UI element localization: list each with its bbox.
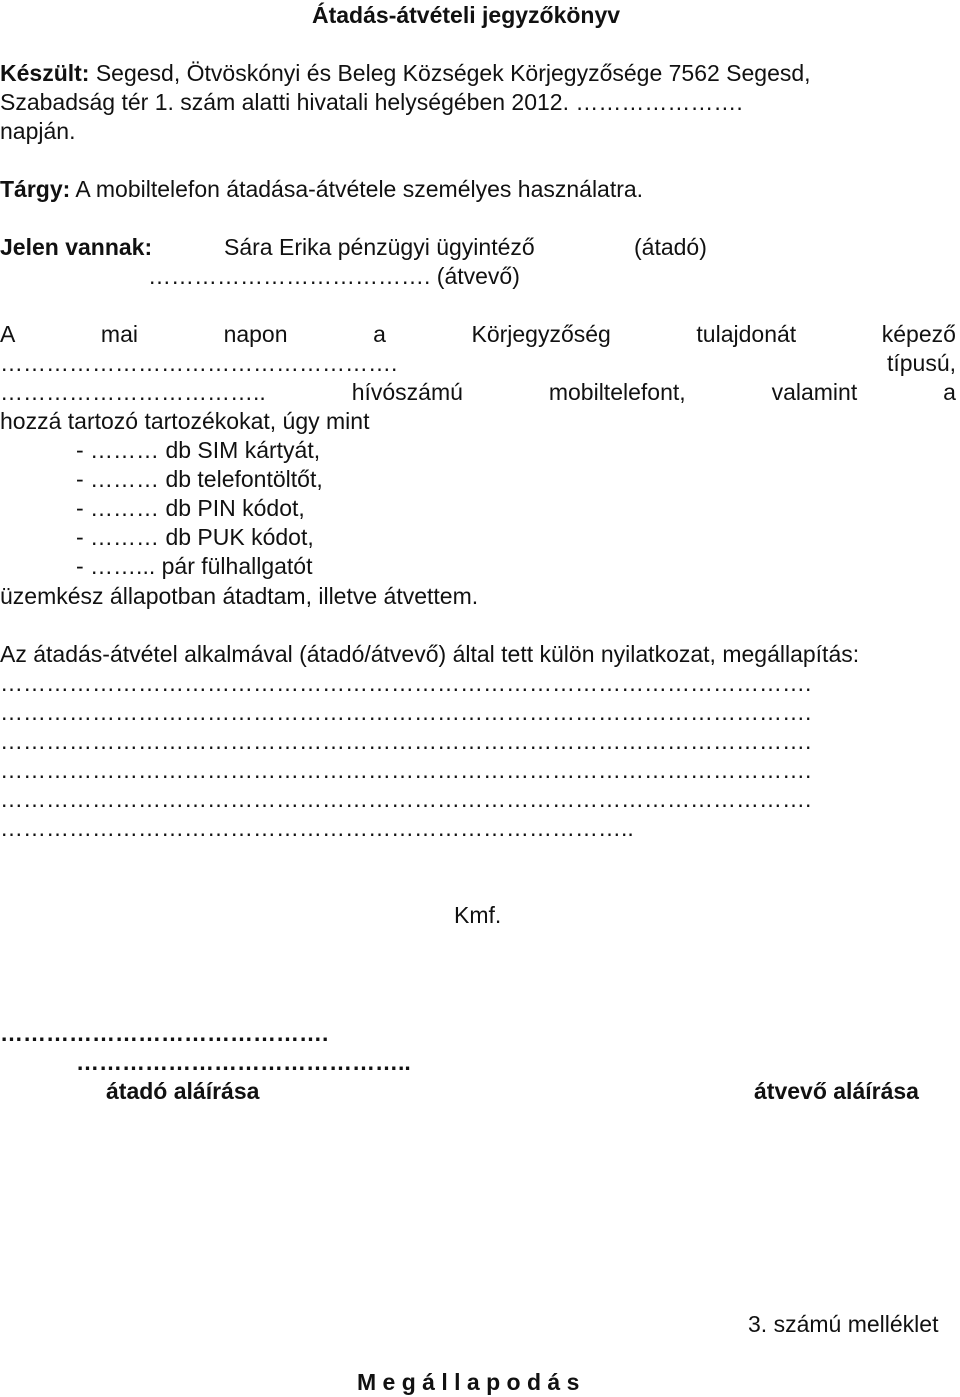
document-title: Átadás-átvételi jegyzőkönyv <box>312 2 621 28</box>
statement-heading: Az átadás-átvétel alkalmával (átadó/átvevő) által tett külön nyilatkozat, megállapítás: <box>0 641 860 667</box>
kmf-label: Kmf. <box>454 902 502 928</box>
para-word: mobiltelefont, <box>548 379 686 405</box>
paragraph-line-1 <box>0 323 956 346</box>
keszult-text-1: Segesd, Ötvöskónyi és Beleg Községek Körjegyzősége 7562 Segesd, <box>89 60 811 86</box>
statement-dotted-line: ……………………………………………………………………………………………. <box>0 670 812 696</box>
para-word: A <box>0 321 16 347</box>
para-word: valamint <box>771 379 858 405</box>
targy-label: Tárgy: <box>0 176 71 202</box>
appendix-title: M e g á l l a p o d á s <box>357 1369 580 1395</box>
keszult-line-2: Szabadság tér 1. szám alatti hivatali helységében 2012. …………………. <box>0 89 743 115</box>
signature-label-right: átvevő aláírása <box>754 1078 919 1104</box>
accessory-item-charger: - ……… db telefontöltőt, <box>76 466 323 492</box>
paragraph-closing: üzemkész állapotban átadtam, illetve átvettem. <box>0 583 479 609</box>
signature-dots-2: …………………………………….. <box>76 1049 411 1075</box>
para-word: tulajdonát <box>696 321 797 347</box>
accessory-item-pin: - ……… db PIN kódot, <box>76 495 305 521</box>
jelen-label: Jelen vannak: <box>0 234 153 260</box>
paragraph-line-4: hozzá tartozó tartozékokat, úgy mint <box>0 408 370 434</box>
targy-line <box>0 178 643 201</box>
signature-dots-1: ……………………………………. <box>0 1020 329 1046</box>
statement-dotted-line: ……………………………………………………………………….. <box>0 815 634 841</box>
keszult-line-3: napján. <box>0 118 76 144</box>
para-word: a <box>373 321 386 347</box>
statement-dotted-line: ……………………………………………………………………………………………. <box>0 699 812 725</box>
para-word: hívószámú <box>351 379 463 405</box>
accessory-item-headphones: - ……... pár fülhallgatót <box>76 553 313 579</box>
keszult-line-1 <box>0 62 811 85</box>
para-word: Körjegyzőség <box>471 321 611 347</box>
targy-text: A mobiltelefon átadása-átvétele személyes használatra. <box>70 176 644 202</box>
para-word: napon <box>223 321 288 347</box>
paragraph-line-2 <box>0 352 956 375</box>
accessory-item-sim: - ……… db SIM kártyát, <box>76 437 321 463</box>
jelen-person2-line: ………………………………. (átvevő) <box>148 263 520 289</box>
para-word: képező <box>881 321 956 347</box>
appendix-number: 3. számú melléklet <box>748 1311 939 1337</box>
accessory-item-puk: - ……… db PUK kódot, <box>76 524 314 550</box>
para-word: típusú, <box>886 350 956 376</box>
phone-type-dots: ……………………………………………. <box>0 350 398 376</box>
jelen-person1-role: (átadó) <box>634 234 707 260</box>
keszult-label: Készült: <box>0 60 90 86</box>
statement-dotted-line: ……………………………………………………………………………………………. <box>0 757 812 783</box>
para-word: a <box>943 379 956 405</box>
paragraph-line-3 <box>0 381 956 404</box>
para-word: mai <box>100 321 138 347</box>
jelen-person1-name: Sára Erika pénzügyi ügyintéző <box>224 234 535 260</box>
signature-label-left: átadó aláírása <box>106 1078 260 1104</box>
phone-number-dots: …………………………….. <box>0 379 266 405</box>
statement-dotted-line: ……………………………………………………………………………………………. <box>0 786 812 812</box>
statement-dotted-line: ……………………………………………………………………………………………. <box>0 728 812 754</box>
